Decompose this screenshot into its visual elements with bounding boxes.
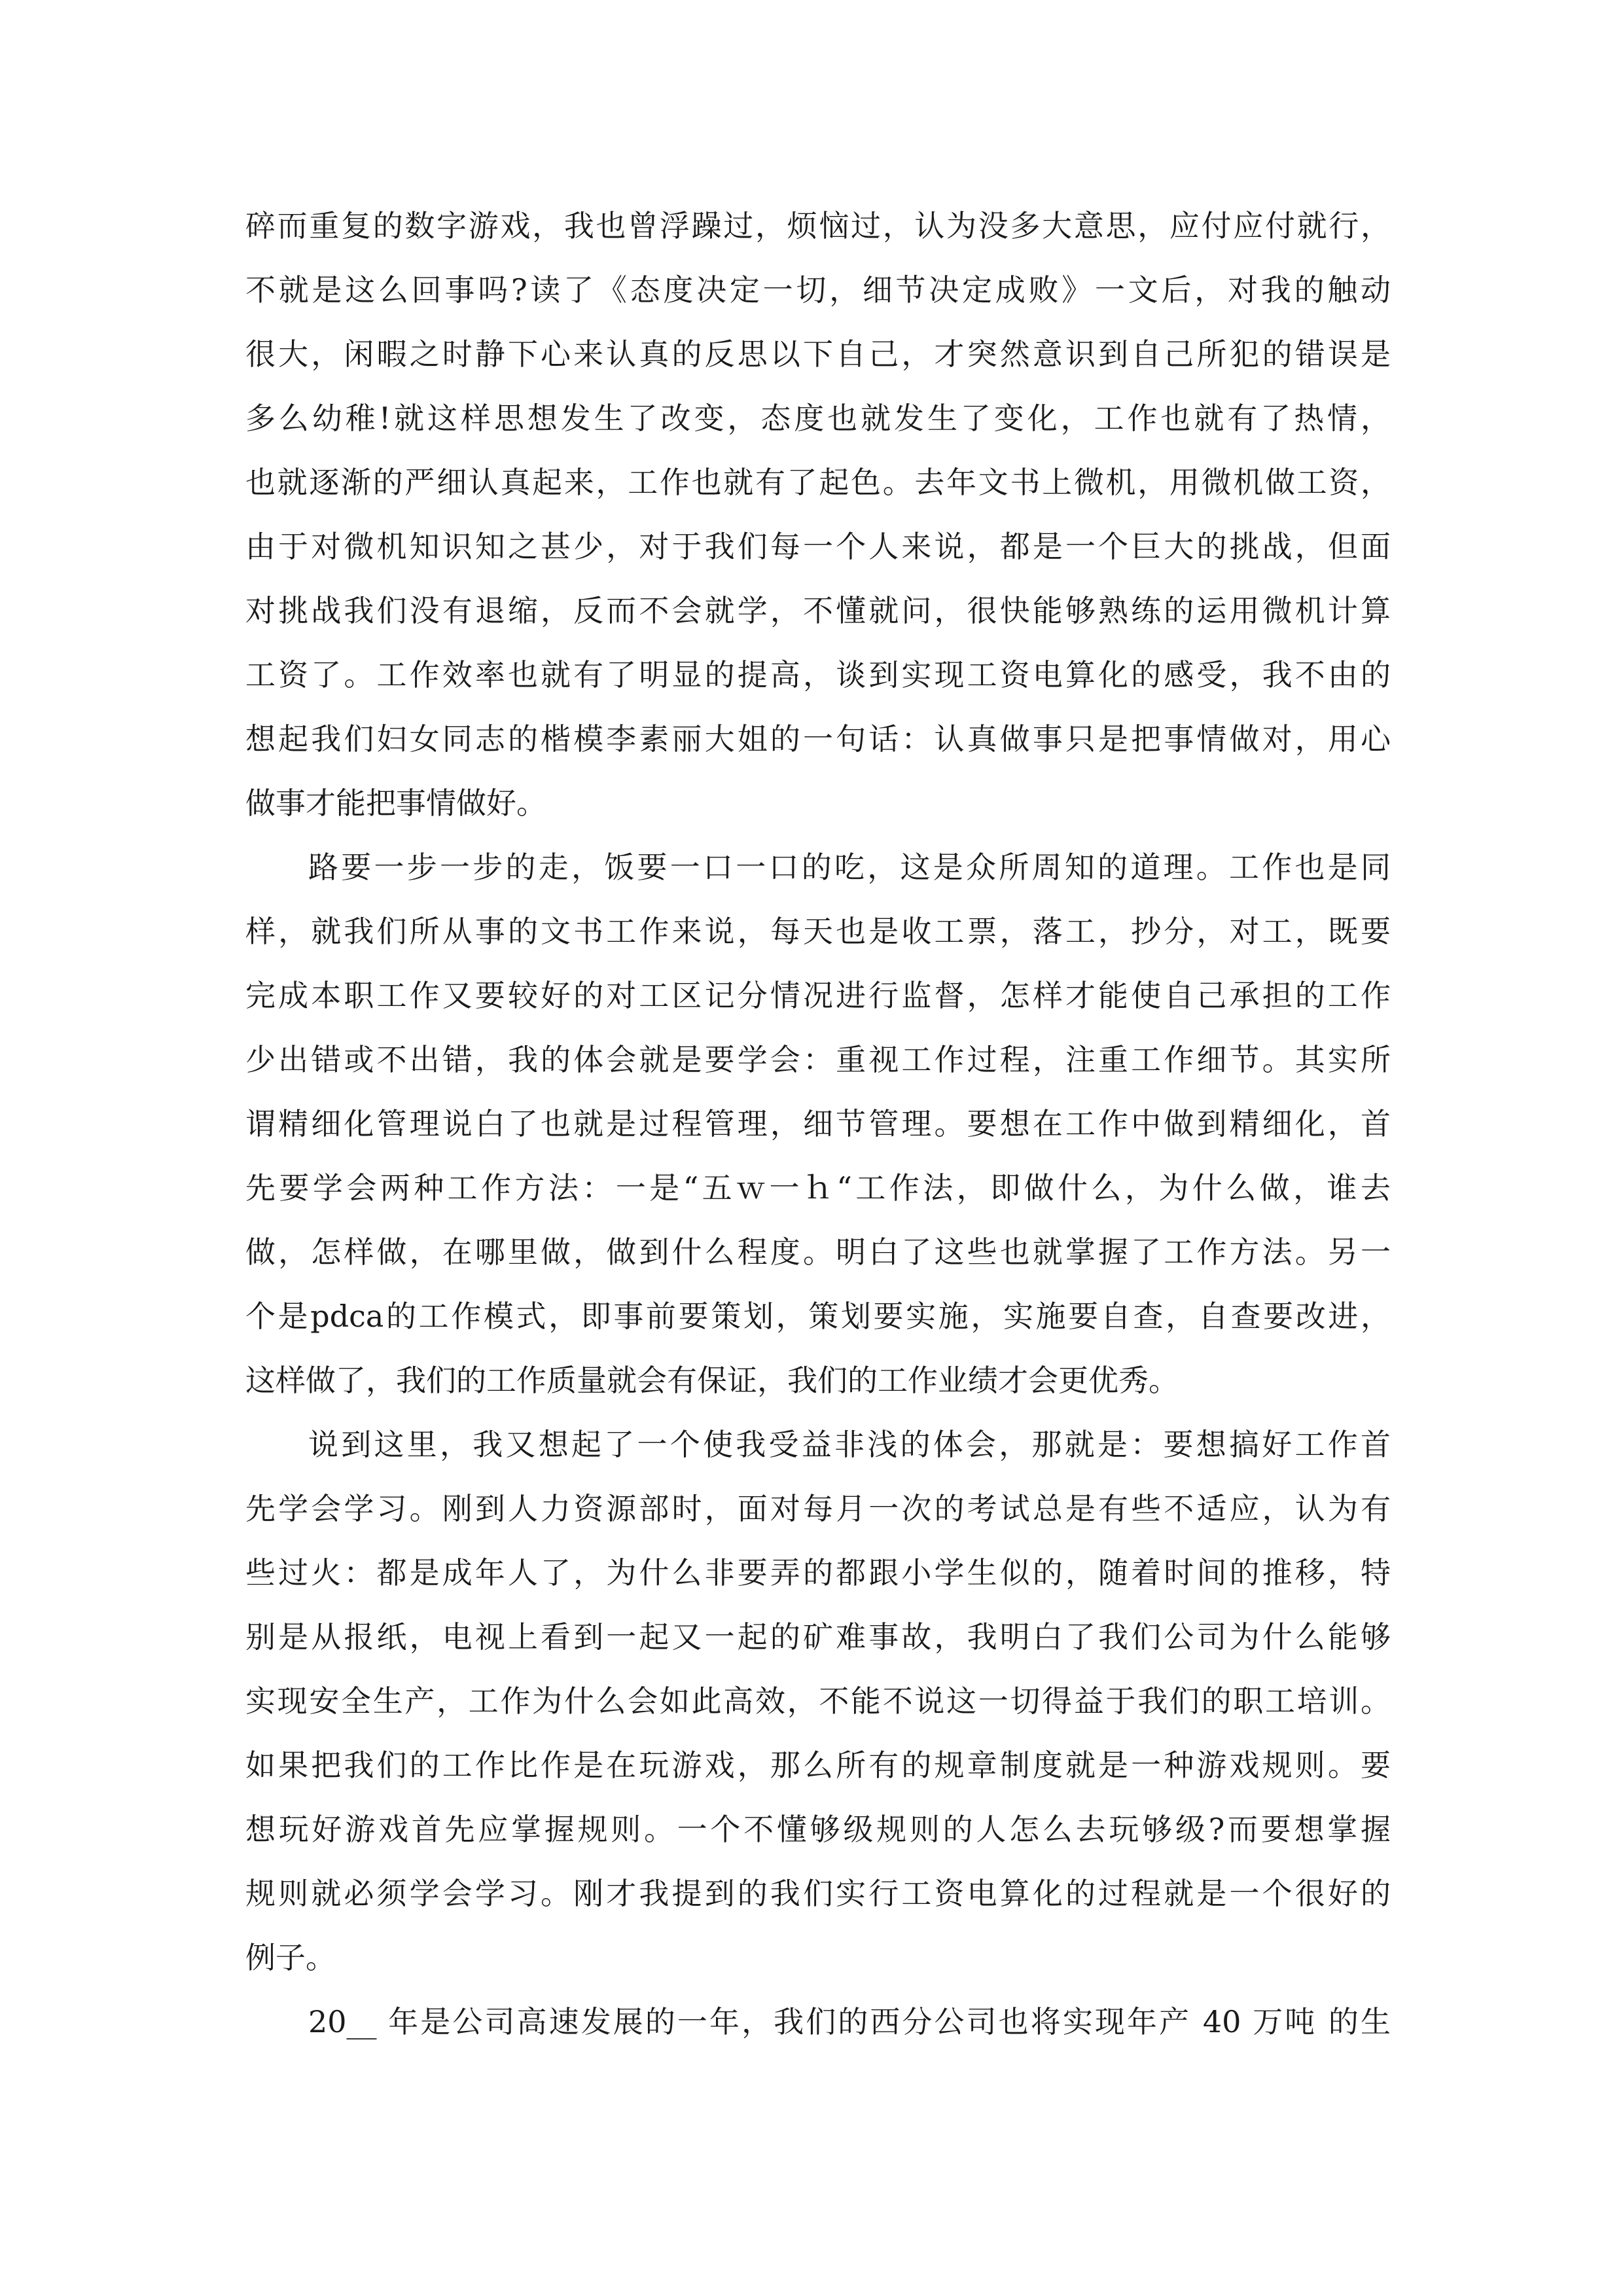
text-line: 很大，闲暇之时静下心来认真的反思以下自己，才突然意识到自己所犯的错误是 [245,336,1391,372]
text-line: 如果把我们的工作比作是在玩游戏，那么所有的规章制度就是一种游戏规则。要 [245,1748,1391,1783]
text-line: 做事才能把事情做好。 [245,785,546,821]
text-line: 个是pdca的工作模式，即事前要策划，策划要实施，实施要自查，自查要改进， [245,1299,1391,1334]
text-line: 想玩好游戏首先应掌握规则。一个不懂够级规则的人怎么去玩够级?而要想掌握 [245,1812,1391,1847]
text-line: 也就逐渐的严细认真起来，工作也就有了起色。去年文书上微机，用微机做工资， [245,465,1391,500]
paragraph-start-line: 20__ 年是公司高速发展的一年，我们的西分公司也将实现年产 40 万吨 的生 [308,2004,1391,2039]
text-line: 实现安全生产，工作为什么会如此高效，不能不说这一切得益于我们的职工培训。 [245,1683,1391,1719]
text-line: 做，怎样做，在哪里做，做到什么程度。明白了这些也就掌握了工作方法。另一 [245,1234,1391,1270]
text-line: 先学会学习。刚到人力资源部时，面对每月一次的考试总是有些不适应，认为有 [245,1491,1391,1526]
text-line: 例子。 [245,1940,336,1975]
text-line: 不就是这么回事吗?读了《态度决定一切，细节决定成败》一文后，对我的触动 [245,272,1391,308]
text-line: 样，就我们所从事的文书工作来说，每天也是收工票，落工，抄分，对工，既要 [245,914,1391,949]
text-line: 谓精细化管理说白了也就是过程管理，细节管理。要想在工作中做到精细化，首 [245,1106,1391,1141]
text-line: 别是从报纸，电视上看到一起又一起的矿难事故，我明白了我们公司为什么能够 [245,1619,1391,1655]
text-line: 工资了。工作效率也就有了明显的提高，谈到实现工资电算化的感受，我不由的 [245,657,1391,692]
paragraph-start-line: 说到这里，我又想起了一个使我受益非浅的体会，那就是：要想搞好工作首 [308,1427,1391,1462]
text-line: 先要学会两种工作方法：一是“五ｗ一ｈ“工作法，即做什么，为什么做，谁去 [245,1170,1391,1206]
paragraph-start-line: 路要一步一步的走，饭要一口一口的吃，这是众所周知的道理。工作也是同 [308,850,1391,885]
text-line: 些过火：都是成年人了，为什么非要弄的都跟小学生似的，随着时间的推移，特 [245,1555,1391,1590]
text-line: 规则就必须学会学习。刚才我提到的我们实行工资电算化的过程就是一个很好的 [245,1876,1391,1911]
text-line: 少出错或不出错，我的体会就是要学会：重视工作过程，注重工作细节。其实所 [245,1042,1391,1077]
text-line: 多么幼稚!就这样思想发生了改变，态度也就发生了变化，工作也就有了热情， [245,401,1391,436]
text-line: 由于对微机知识知之甚少，对于我们每一个人来说，都是一个巨大的挑战，但面 [245,529,1391,564]
text-line: 想起我们妇女同志的楷模李素丽大姐的一句话：认真做事只是把事情做对，用心 [245,721,1391,757]
text-line: 这样做了，我们的工作质量就会有保证，我们的工作业绩才会更优秀。 [245,1363,1179,1398]
text-line: 对挑战我们没有退缩，反而不会就学，不懂就问，很快能够熟练的运用微机计算 [245,593,1391,628]
text-line: 完成本职工作又要较好的对工区记分情况进行监督，怎样才能使自己承担的工作 [245,978,1391,1013]
body-text [245,194,1391,2054]
text-line: 碎而重复的数字游戏，我也曾浮躁过，烦恼过，认为没多大意思，应付应付就行， [245,208,1391,243]
